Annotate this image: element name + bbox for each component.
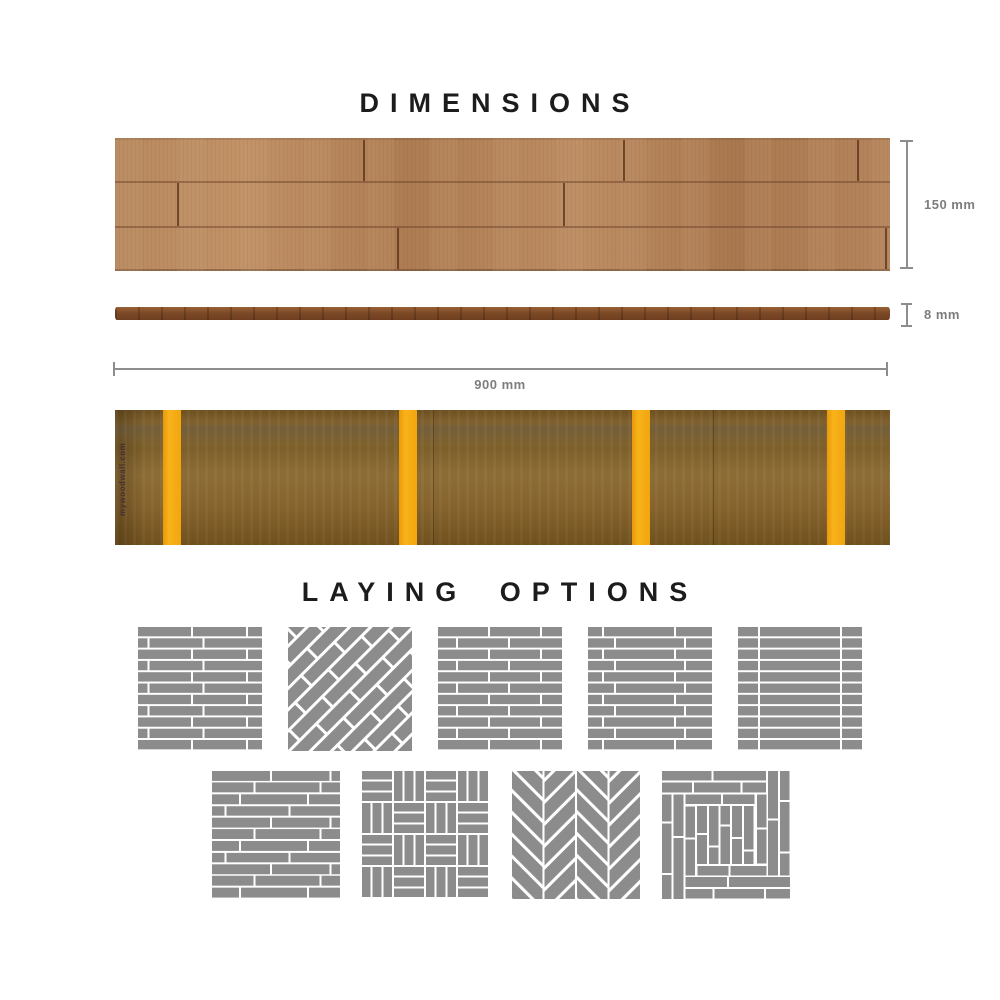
plank-seam [563,183,565,226]
laying-pattern-basket-weave [362,771,490,899]
brand-text: mywoodwall.com [118,442,127,516]
plank-seam [885,228,887,269]
thickness-dimension-cap-bottom [901,325,912,327]
height-dimension-cap-bottom [900,267,913,269]
plank-seam [397,228,399,269]
laying-pattern-pinwheel-spiral [662,771,790,899]
plank-side-view-image [115,307,890,320]
plank-row-divider [115,226,890,228]
length-dimension-label: 900 mm [474,377,526,392]
plank-back-view-image [115,410,890,545]
plank-row-divider [115,181,890,183]
plank-front-view-image [115,138,890,271]
thickness-dimension-line [906,304,908,326]
plank-seam [363,140,365,181]
laying-pattern-stack-bond [738,627,862,751]
adhesive-tape-strip [399,410,417,545]
thickness-dimension-label: 8 mm [924,307,960,322]
plank-seam [857,140,859,181]
laying-pattern-random-offset [588,627,712,751]
laying-options-row-1 [138,627,862,751]
height-dimension-label: 150 mm [924,197,976,212]
laying-pattern-brick-third-offset [438,627,562,751]
thickness-dimension-cap-top [901,303,912,305]
pinwheel-spiral-icon [662,771,790,899]
height-dimension-line [906,141,908,268]
adhesive-tape-strip [163,410,181,545]
length-dimension-line [114,368,887,370]
laying-options-title: LAYING OPTIONS [301,577,699,607]
plank-back-seam [713,410,714,545]
stack-bond-icon [738,627,862,751]
diagonal-brick-icon [288,627,412,751]
laying-pattern-diagonal-herringbone [512,771,640,899]
plank-back-seam [433,410,434,545]
basket-weave-icon [362,771,490,899]
diagonal-herringbone-icon [512,771,640,899]
random-bond-icon [212,771,340,899]
brick-third-offset-icon [438,627,562,751]
height-dimension-cap-top [900,140,913,142]
laying-pattern-random-bond [212,771,340,899]
length-dimension-cap-left [113,362,115,376]
adhesive-tape-strip [632,410,650,545]
plank-seam [623,140,625,181]
laying-pattern-brick-half-offset [138,627,262,751]
laying-pattern-diagonal-brick [288,627,412,751]
plank-seam [177,183,179,226]
length-dimension-cap-right [886,362,888,376]
random-offset-icon [588,627,712,751]
brick-half-offset-icon [138,627,262,751]
adhesive-tape-strip [827,410,845,545]
dimensions-title: DIMENSIONS [359,88,641,118]
laying-options-row-2 [212,771,790,899]
